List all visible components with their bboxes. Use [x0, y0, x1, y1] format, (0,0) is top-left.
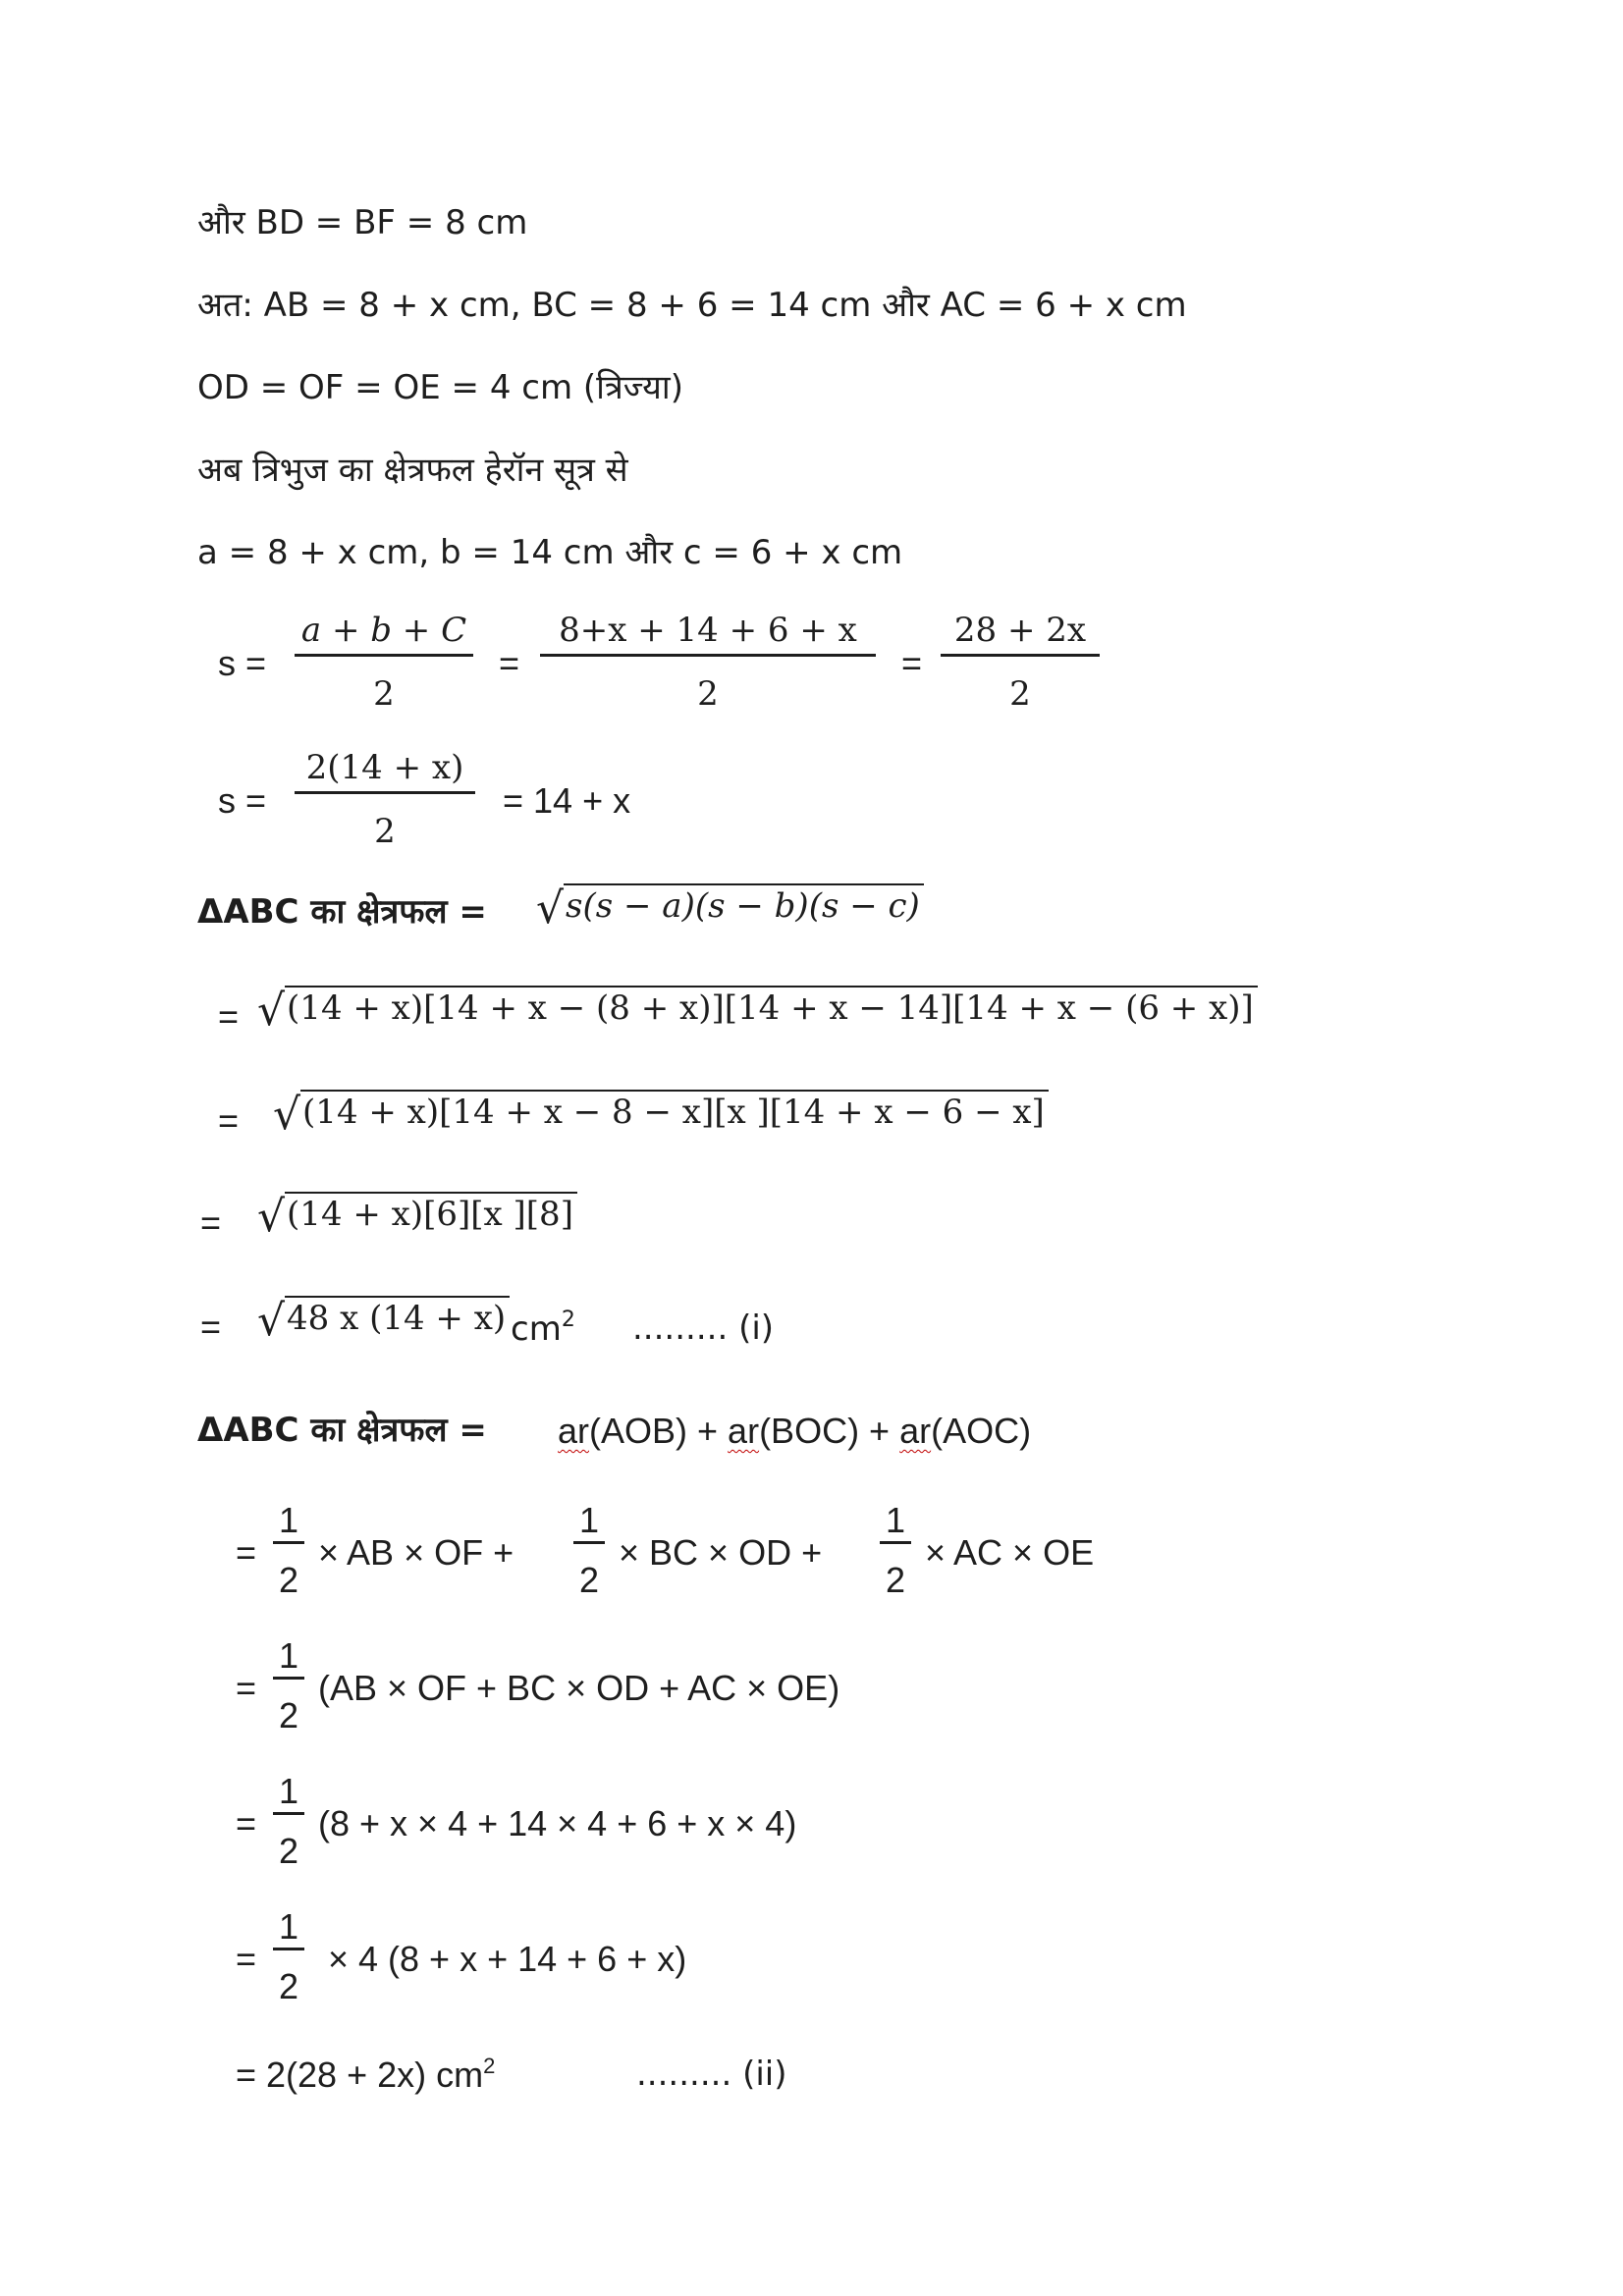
- fraction-s: [295, 748, 475, 851]
- fraction-denominator: 2: [373, 674, 395, 714]
- radical-step-3: [257, 1192, 577, 1242]
- sqrt-icon: √: [273, 1090, 301, 1140]
- fraction-denominator: 2: [278, 1560, 299, 1600]
- fraction-numerator: 28 + 2x: [953, 611, 1087, 650]
- final-area: [236, 2056, 495, 2093]
- equals-sign: =: [200, 1307, 222, 1347]
- fraction-numerator: 1: [278, 1635, 299, 1676]
- fraction-numerator: 1: [578, 1500, 600, 1540]
- fraction-abc: [295, 611, 473, 714]
- radical-step-1: [257, 986, 1258, 1036]
- text-line-radius: OD = OF = OE = 4 cm (त्रिज्या): [197, 368, 683, 407]
- ar-term-args: (AOB) +: [589, 1411, 729, 1451]
- fraction-numerator: 8+x + 14 + 6 + x: [559, 611, 857, 650]
- fraction-numerator: 1: [885, 1500, 906, 1540]
- fraction-half: [273, 1906, 304, 2007]
- radical-heron: [536, 883, 924, 934]
- radical-step-2: [273, 1090, 1049, 1140]
- sqrt-icon: √: [536, 883, 565, 934]
- product-bc-od: × BC × OD +: [619, 1532, 823, 1573]
- sqrt-icon: √: [257, 986, 286, 1036]
- radical-body: (14 + x)[6][x ][8]: [285, 1192, 577, 1231]
- fraction-half: [573, 1500, 605, 1601]
- sqrt-icon: √: [257, 1296, 286, 1346]
- ar-term-args: (BOC) +: [759, 1411, 900, 1451]
- fraction-half: [880, 1500, 911, 1601]
- s-result: = 14 + x: [503, 780, 631, 821]
- equation-tag-i: ......... (i): [632, 1308, 775, 1348]
- radical-step-4: [257, 1296, 510, 1346]
- fraction-half: [273, 1500, 304, 1601]
- ar-term: ar: [558, 1411, 590, 1451]
- fraction-numerator: a + b + C: [300, 611, 467, 650]
- ar-term: ar: [728, 1411, 760, 1451]
- radical-body: (14 + x)[14 + x − 8 − x][x ][14 + x − 6 − x]: [300, 1090, 1049, 1129]
- fraction-half: [273, 1771, 304, 1872]
- substituted-sum: (8 + x × 4 + 14 × 4 + 6 + x × 4): [318, 1803, 797, 1843]
- grouped-sum: (AB × OF + BC × OD + AC × OE): [318, 1668, 840, 1708]
- area-sum: [558, 1411, 1032, 1451]
- sqrt-icon: √: [257, 1192, 286, 1242]
- ar-term: ar: [899, 1411, 932, 1451]
- fraction-denominator: 2: [578, 1560, 600, 1600]
- superscript: 2: [483, 2054, 496, 2078]
- text-line-bd-bf: और BD = BF = 8 cm: [197, 203, 528, 242]
- equals-sign: =: [499, 643, 520, 683]
- final-area-text: = 2(28 + 2x) cm: [236, 2055, 484, 2095]
- text-line-abc-values: a = 8 + x cm, b = 14 cm और c = 6 + x cm: [197, 533, 903, 572]
- equals-sign: =: [218, 996, 240, 1037]
- ar-term-args: (AOC): [931, 1411, 1032, 1451]
- equals-sign: =: [236, 1532, 257, 1573]
- fraction-numerator: 1: [278, 1771, 299, 1811]
- fraction-denominator: 2: [697, 674, 719, 714]
- fraction-numerator: 2(14 + x): [305, 748, 464, 787]
- s-label: s =: [218, 780, 267, 821]
- equals-sign: =: [236, 1668, 257, 1708]
- fraction-numerator: 1: [278, 1906, 299, 1947]
- product-ac-oe: × AC × OE: [925, 1532, 1095, 1573]
- area-label: ΔABC का क्षेत्रफल =: [197, 892, 487, 932]
- fraction-denominator: 2: [278, 1966, 299, 2006]
- fraction-simplified: [941, 611, 1100, 714]
- equals-sign: =: [236, 1803, 257, 1843]
- fraction-expanded: [540, 611, 876, 714]
- equals-sign: =: [901, 643, 923, 683]
- equals-sign: =: [236, 1939, 257, 1979]
- s-label: s =: [218, 643, 267, 683]
- fraction-denominator: 2: [278, 1695, 299, 1735]
- superscript: 2: [561, 1308, 575, 1332]
- fraction-half: [273, 1635, 304, 1736]
- area-label: ΔABC का क्षेत्रफल =: [197, 1411, 487, 1450]
- text-line-heron: अब त्रिभुज का क्षेत्रफल हेरॉन सूत्र से: [197, 451, 628, 490]
- equals-sign: =: [218, 1100, 240, 1141]
- radical-body: s(s − a)(s − b)(s − c): [564, 883, 924, 923]
- product-ab-of: × AB × OF +: [318, 1532, 514, 1573]
- factored-sum: × 4 (8 + x + 14 + 6 + x): [328, 1939, 687, 1979]
- fraction-denominator: 2: [1009, 674, 1031, 714]
- unit-text: cm: [511, 1309, 562, 1349]
- equals-sign: =: [200, 1202, 222, 1243]
- fraction-numerator: 1: [278, 1500, 299, 1540]
- radical-body: (14 + x)[14 + x − (8 + x)][14 + x − 14][14 + x − (6 + x)]: [285, 986, 1258, 1025]
- fraction-denominator: 2: [885, 1560, 906, 1600]
- text-line-sides: अत: AB = 8 + x cm, BC = 8 + 6 = 14 cm और AC = 6 + x cm: [197, 286, 1187, 325]
- radical-body: 48 x (14 + x): [285, 1296, 510, 1335]
- fraction-denominator: 2: [374, 812, 396, 851]
- equation-tag-ii: ......... (ii): [636, 2055, 787, 2094]
- fraction-denominator: 2: [278, 1831, 299, 1871]
- unit-cm2: [511, 1308, 575, 1349]
